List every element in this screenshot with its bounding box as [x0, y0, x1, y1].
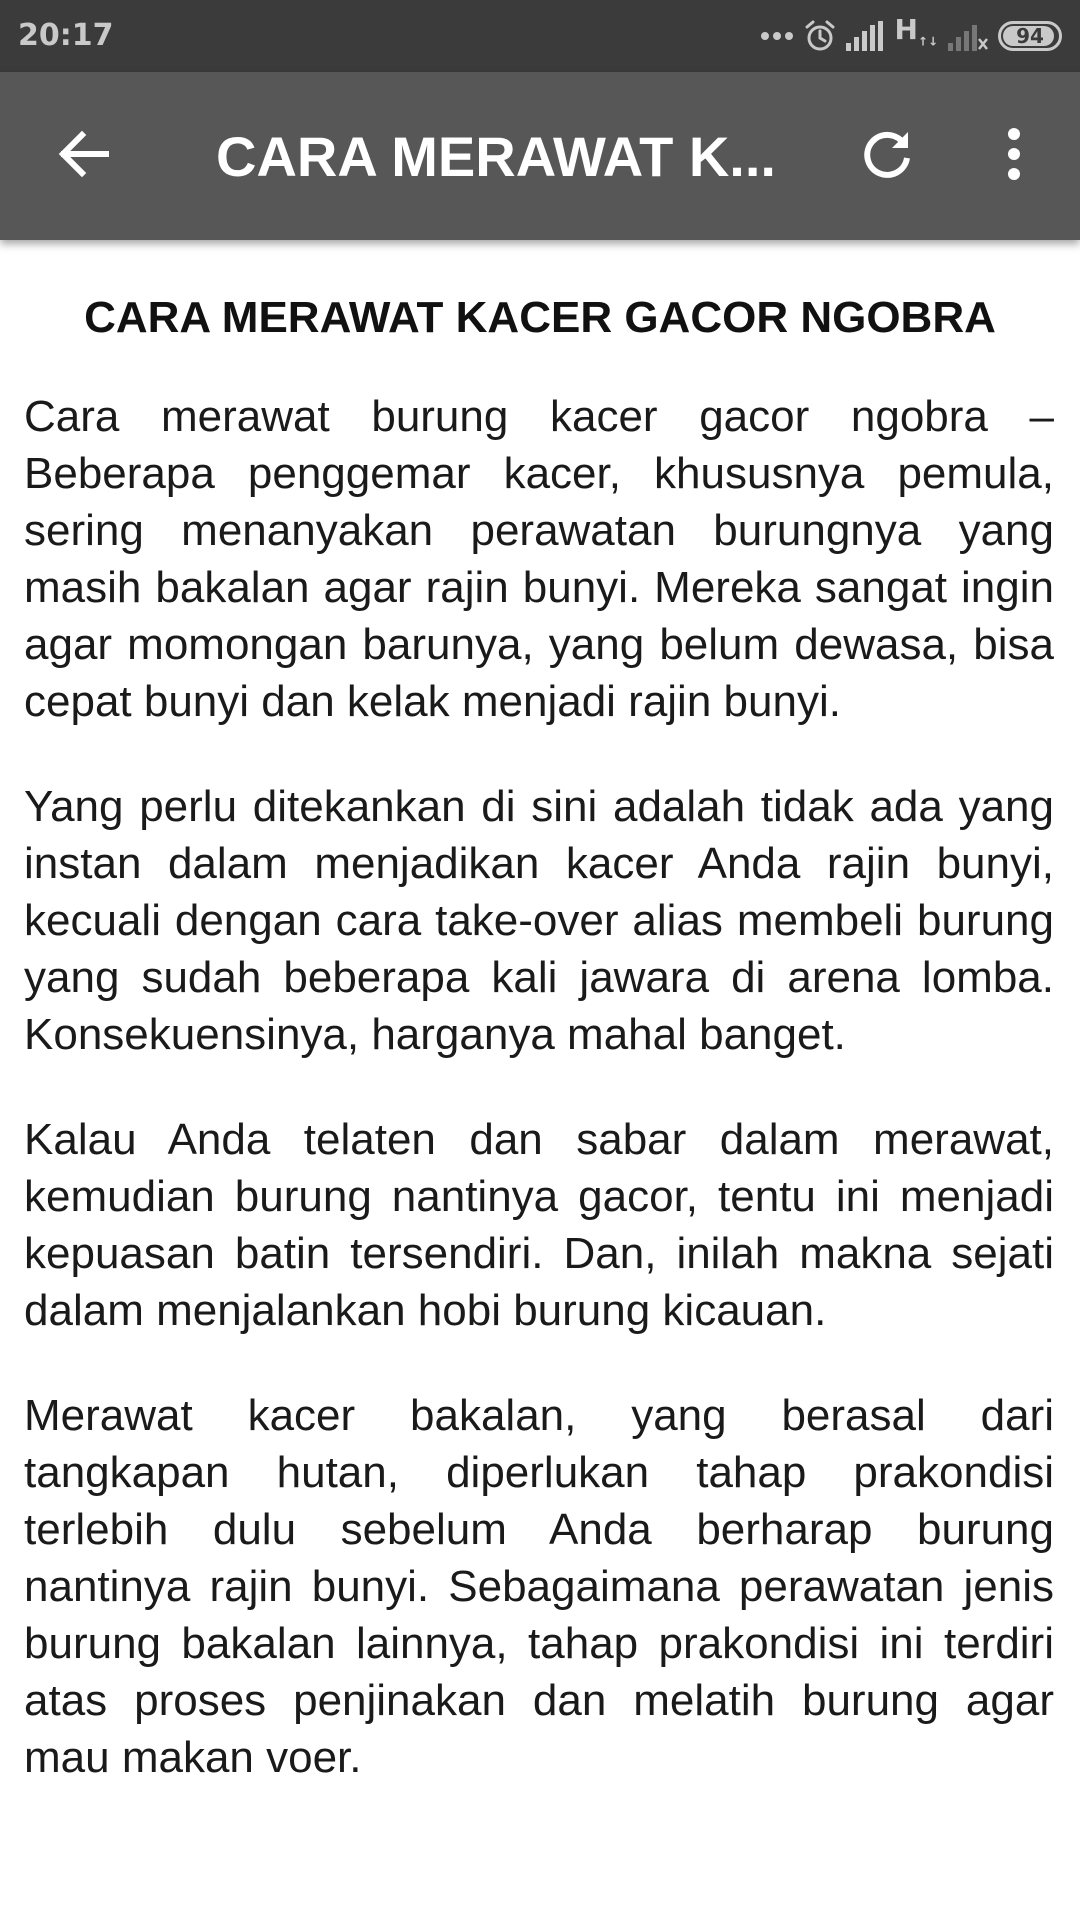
- refresh-icon: [862, 128, 914, 185]
- signal-empty-icon: [948, 21, 988, 51]
- more-dots-icon: [760, 30, 794, 42]
- network-type-label: H: [894, 13, 918, 47]
- article-paragraph: Merawat kacer bakalan, yang berasal dari tangkapan hutan, diperlukan tahap prakondisi terlebih dulu sebelum Anda berharap burung nantinya rajin bunyi. Sebagaimana perawatan jenis burung bakalan lainnya, tahap prakondisi ini terdiri atas proses penjinakan dan melatih burung agar mau makan voer.: [24, 1391, 1054, 1782]
- article-content[interactable]: [0, 240, 1080, 1920]
- article-heading: CARA MERAWAT KACER GACOR NGOBRA: [84, 293, 996, 342]
- refresh-button[interactable]: [848, 116, 928, 196]
- article-paragraph: Cara merawat burung kacer gacor ngobra – Beberapa penggemar kacer, khususnya pemula, sering menanyakan perawatan burungnya yang masih bakalan agar rajin bunyi. Mereka sangat ingin agar momongan barunya, yang belum dewasa, bisa cepat bunyi dan kelak menjadi rajin bunyi.: [24, 392, 1054, 726]
- article-paragraph: Kalau Anda telaten dan sabar dalam merawat, kemudian burung nantinya gacor, tentu ini menjadi kepuasan batin tersendiri. Dan, inilah makna sejati dalam menjalankan hobi burung kicauan.: [24, 1115, 1054, 1335]
- app-bar: [0, 72, 1080, 240]
- status-bar: [0, 0, 1080, 72]
- network-type-icon: [894, 10, 938, 62]
- article-body: [24, 388, 1054, 1786]
- status-icons: [760, 13, 1062, 56]
- signal-strength-icon: [846, 21, 884, 51]
- overflow-menu-button[interactable]: [974, 116, 1054, 196]
- battery-icon: [998, 21, 1062, 51]
- article-paragraph: Yang perlu ditekankan di sini adalah tidak ada yang instan dalam menjadikan kacer Anda rajin bunyi, kecuali dengan cara take-over alias membeli burung yang sudah beberapa kali jawara di arena lomba. Konsekuensinya, harganya mahal banget.: [24, 782, 1054, 1059]
- battery-level: 94: [1016, 24, 1044, 48]
- back-button[interactable]: [44, 116, 124, 196]
- back-arrow-icon: [58, 130, 110, 183]
- overflow-menu-icon: [1006, 128, 1022, 185]
- network-activity-label: ↑↓: [917, 34, 938, 49]
- app-title: CARA MERAWAT K...: [216, 125, 776, 188]
- alarm-icon: [804, 19, 836, 53]
- status-time: 20:17: [18, 18, 114, 53]
